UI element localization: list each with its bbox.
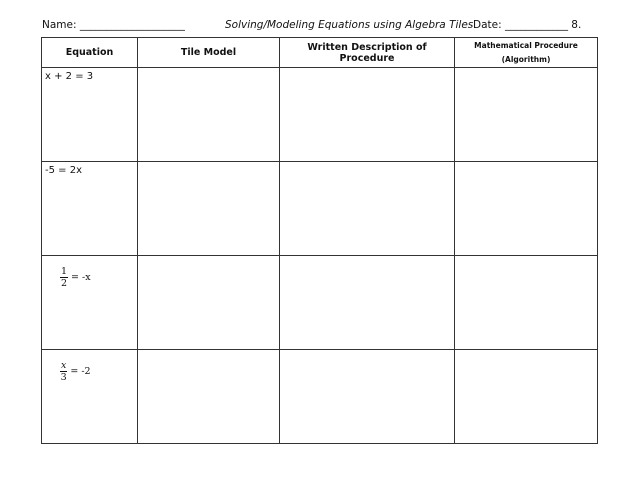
equation-remainder: = -x <box>71 272 91 283</box>
worksheet-header <box>42 19 602 35</box>
fraction-equation <box>60 360 91 383</box>
worksheet-table <box>41 37 598 444</box>
fraction <box>60 266 68 289</box>
fraction-numerator: 1 <box>61 266 68 277</box>
mathematical-procedure-cell[interactable] <box>455 68 598 162</box>
date-field[interactable]: Date: ____________ 8. <box>473 19 582 31</box>
tile-model-cell[interactable] <box>138 162 280 256</box>
column-header-written-description: Written Description of Procedure <box>280 38 455 68</box>
math-header-line1: Mathematical Procedure <box>474 40 578 50</box>
equation-text: -5 = 2x <box>45 165 82 176</box>
equation-remainder: = -2 <box>70 366 91 377</box>
fraction-numerator: x <box>61 360 67 371</box>
column-header-equation: Equation <box>42 38 138 68</box>
equation-cell <box>42 350 138 444</box>
mathematical-procedure-cell[interactable] <box>455 256 598 350</box>
table-row <box>42 256 598 350</box>
written-description-cell[interactable] <box>280 68 455 162</box>
written-description-cell[interactable] <box>280 162 455 256</box>
fraction <box>60 360 67 383</box>
written-description-cell[interactable] <box>280 350 455 444</box>
equation-cell <box>42 256 138 350</box>
equation-cell <box>42 68 138 162</box>
mathematical-procedure-cell[interactable] <box>455 350 598 444</box>
table-header-row <box>42 38 598 68</box>
table-row <box>42 68 598 162</box>
math-header-line2: (Algorithm) <box>501 54 551 64</box>
written-description-cell[interactable] <box>280 256 455 350</box>
mathematical-procedure-cell[interactable] <box>455 162 598 256</box>
name-field[interactable]: Name: ____________________ <box>42 19 185 31</box>
fraction-denominator: 3 <box>60 372 67 383</box>
tile-model-cell[interactable] <box>138 256 280 350</box>
table-row <box>42 350 598 444</box>
column-header-tile-model: Tile Model <box>138 38 280 68</box>
fraction-denominator: 2 <box>61 278 68 289</box>
equation-cell <box>42 162 138 256</box>
worksheet-title: Solving/Modeling Equations using Algebra Tiles <box>225 19 474 31</box>
tile-model-cell[interactable] <box>138 350 280 444</box>
table-row <box>42 162 598 256</box>
tile-model-cell[interactable] <box>138 68 280 162</box>
column-header-mathematical-procedure <box>455 38 598 68</box>
equation-text: x + 2 = 3 <box>45 71 94 82</box>
fraction-equation <box>60 266 91 289</box>
